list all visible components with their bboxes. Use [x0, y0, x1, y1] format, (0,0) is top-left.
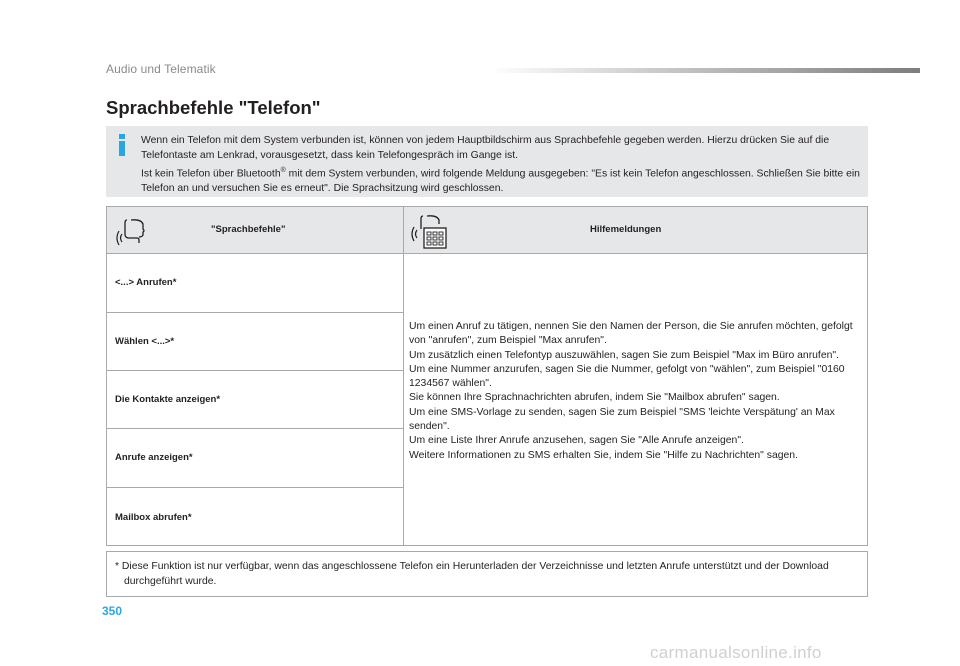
footnote-box [106, 551, 868, 597]
footnote-text: * Diese Funktion ist nur verfügbar, wenn das angeschlossene Telefon ein Herunterladen der Verzeichnisse und letzten Anrufe unterstützt und der Download durchgeführt wurde. [115, 561, 829, 587]
page-number: 350 [102, 604, 123, 618]
help-line: Weitere Informationen zu SMS erhalten Sie, indem Sie "Hilfe zu Nachrichten" sagen. [409, 449, 798, 461]
command-label: Mailbox abrufen* [115, 512, 192, 523]
help-line: Sie können Ihre Sprachnachrichten abrufen, indem Sie "Mailbox abrufen" sagen. [409, 392, 780, 404]
watermark: carmanualsonline.info [650, 643, 822, 662]
header-divider [490, 68, 920, 73]
help-line: Um eine Nummer anzurufen, sagen Sie die Nummer, gefolgt von "wählen", zum Beispiel "0160 1234567 wählen". [409, 363, 845, 390]
header-label-help: Hilfemeldungen [590, 224, 662, 235]
help-messages-cell [404, 254, 867, 545]
header-cell-commands [107, 207, 403, 253]
section-title: Audio und Telematik [106, 62, 216, 76]
info-paragraph-2: Ist kein Telefon über Bluetooth® mit dem System verbunden, wird folgende Meldung ausgegeben: "Es ist kein Telefon angeschlossen. Schließen Sie bitte ein Telefon an und versuchen Sie es erneut". Die Sprachsitzung wird geschlossen. [141, 167, 860, 195]
info-paragraph-1: Wenn ein Telefon mit dem System verbunden ist, können von jedem Hauptbildschirm aus Sprachbefehle gegeben werden. Hierzu drücken Sie auf die Telefontaste am Lenkrad, vorausgesetzt, dass kein Telefongespräch im Gange ist. [141, 135, 830, 161]
help-line: Um eine SMS-Vorlage zu senden, sagen Sie zum Beispiel "SMS 'leichte Verspätung' an Max senden". [409, 406, 835, 433]
help-line: Um einen Anruf zu tätigen, nennen Sie den Namen der Person, die Sie anrufen möchten, gefolgt von "anrufen", zum Beispiel "Max anrufen". [409, 321, 853, 347]
help-text [409, 320, 859, 463]
info-icon [117, 134, 129, 156]
help-line: Um zusätzlich einen Telefontyp auszuwählen, sagen Sie zum Beispiel "Max im Büro anrufen". [409, 349, 839, 361]
info-box [106, 126, 868, 197]
command-label: Die Kontakte anzeigen* [115, 394, 221, 405]
table-header-row [107, 207, 867, 254]
voice-commands-table [106, 206, 868, 546]
help-line: Um eine Liste Ihrer Anrufe anzusehen, sagen Sie "Alle Anrufe anzeigen". [409, 435, 744, 447]
command-label: Anrufe anzeigen* [115, 452, 193, 463]
table-row [107, 429, 403, 488]
header-label-commands: "Sprachbefehle" [211, 224, 286, 235]
command-label: Wählen <...>* [115, 336, 175, 347]
help-messages-icon [409, 212, 449, 250]
table-row [107, 371, 403, 429]
table-row [107, 488, 403, 545]
voice-command-icon [115, 214, 149, 248]
table-row [107, 254, 403, 313]
table-row [107, 313, 403, 371]
page-title: Sprachbefehle "Telefon" [106, 97, 321, 118]
header-cell-help [404, 207, 867, 253]
info-text [141, 133, 861, 196]
command-label: <...> Anrufen* [115, 277, 177, 288]
